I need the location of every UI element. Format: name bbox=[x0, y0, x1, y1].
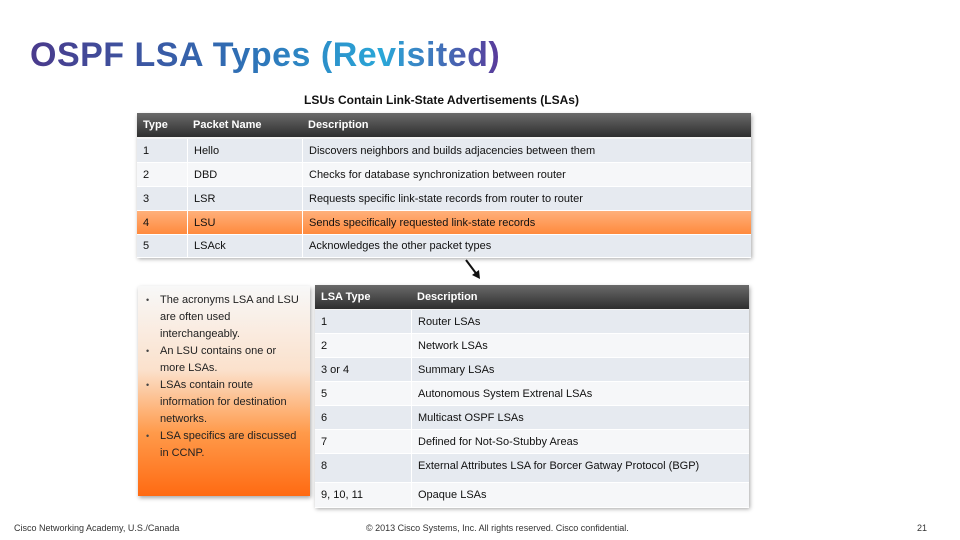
footer-copyright: © 2013 Cisco Systems, Inc. All rights reserved. Cisco confidential. bbox=[366, 523, 629, 533]
row-desc: Checks for database synchronization between router bbox=[302, 163, 751, 186]
table-row bbox=[315, 406, 749, 430]
table-row bbox=[315, 382, 749, 406]
packet-types-table bbox=[137, 113, 751, 257]
row-type: 5 bbox=[143, 240, 150, 252]
lsu-heading: LSUs Contain Link-State Advertisements (LSAs) bbox=[304, 93, 579, 107]
row-name: LSU bbox=[187, 211, 302, 234]
table-row-highlighted bbox=[137, 211, 751, 235]
row-type: 9, 10, 11 bbox=[321, 489, 363, 501]
table-row bbox=[315, 454, 749, 483]
table-row bbox=[315, 334, 749, 358]
row-desc: Summary LSAs bbox=[411, 358, 749, 381]
note-item: • LSA specifics are discussed in CCNP. bbox=[160, 428, 304, 462]
header-description: Description bbox=[308, 119, 369, 131]
table-row bbox=[137, 235, 751, 258]
table-row bbox=[137, 187, 751, 211]
row-desc: Multicast OSPF LSAs bbox=[411, 406, 749, 429]
row-desc: Opaque LSAs bbox=[411, 483, 749, 507]
row-type: 4 bbox=[143, 216, 150, 229]
row-name: DBD bbox=[187, 163, 302, 186]
row-type: 5 bbox=[321, 387, 328, 400]
note-item: • The acronyms LSA and LSU are often used interchangeably. bbox=[160, 292, 304, 343]
table-row bbox=[137, 139, 751, 163]
row-desc: Discovers neighbors and builds adjacencies between them bbox=[302, 139, 751, 162]
row-type: 2 bbox=[321, 339, 328, 352]
table-row bbox=[315, 430, 749, 454]
row-desc: External Attributes LSA for Borcer Gatway Protocol (BGP) bbox=[411, 454, 749, 482]
row-type: 3 bbox=[143, 192, 150, 205]
table-row bbox=[315, 358, 749, 382]
row-type: 1 bbox=[143, 144, 150, 157]
row-desc: Network LSAs bbox=[411, 334, 749, 357]
row-type: 7 bbox=[321, 435, 328, 448]
lsa-types-table bbox=[315, 285, 749, 507]
row-desc: Requests specific link-state records from router to router bbox=[302, 187, 751, 210]
header-type: Type bbox=[143, 119, 168, 131]
row-desc: Defined for Not-So-Stubby Areas bbox=[411, 430, 749, 453]
page-title: OSPF LSA Types (Revisited) bbox=[30, 36, 501, 74]
row-type: 8 bbox=[321, 460, 328, 472]
table-row bbox=[315, 483, 749, 508]
row-desc: Router LSAs bbox=[411, 310, 749, 333]
notes-box bbox=[138, 286, 310, 496]
row-type: 3 or 4 bbox=[321, 363, 350, 376]
header-packet-name: Packet Name bbox=[193, 119, 262, 131]
row-name: LSAck bbox=[187, 235, 302, 257]
table-header bbox=[137, 113, 751, 137]
row-type: 6 bbox=[321, 411, 328, 424]
table-row bbox=[137, 163, 751, 187]
row-type: 2 bbox=[143, 168, 150, 181]
note-item: • LSAs contain route information for destination networks. bbox=[160, 377, 304, 428]
row-name: Hello bbox=[187, 139, 302, 162]
table-row bbox=[315, 310, 749, 334]
row-desc: Acknowledges the other packet types bbox=[302, 235, 751, 257]
page-number: 21 bbox=[917, 523, 928, 533]
row-type: 1 bbox=[321, 315, 328, 328]
table-header bbox=[315, 285, 749, 309]
notes-list bbox=[138, 286, 310, 462]
row-desc: Autonomous System Extrenal LSAs bbox=[411, 382, 749, 405]
header-description: Description bbox=[417, 291, 478, 303]
down-arrow-icon bbox=[464, 258, 484, 282]
note-item: • An LSU contains one or more LSAs. bbox=[160, 343, 304, 377]
row-desc: Sends specifically requested link-state records bbox=[302, 211, 751, 234]
row-name: LSR bbox=[187, 187, 302, 210]
footer-left: Cisco Networking Academy, U.S./Canada bbox=[14, 523, 180, 533]
header-lsa-type: LSA Type bbox=[321, 291, 371, 303]
